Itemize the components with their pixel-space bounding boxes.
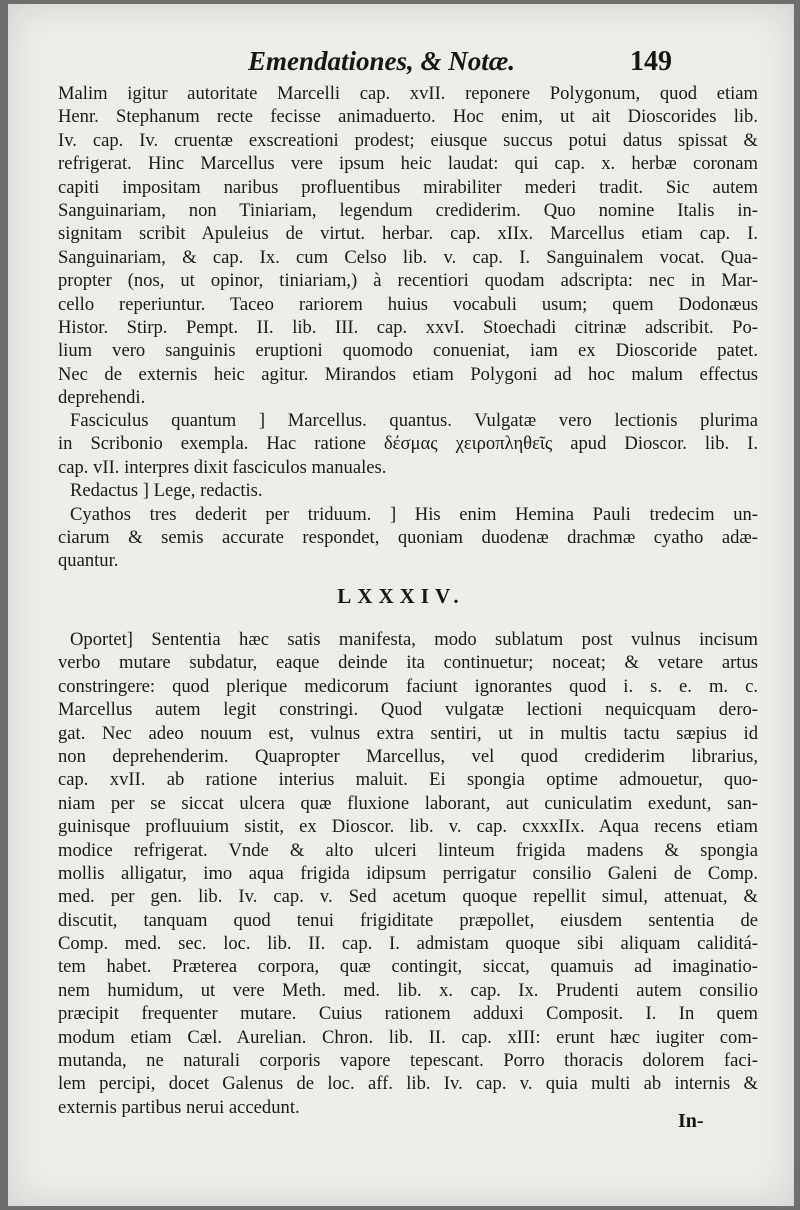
text-line: Redactus ] Lege, redactis. [70, 480, 263, 502]
book-page [8, 4, 794, 1206]
text-line: constringere: quod plerique medicorum faciunt ignorantes quod i. s. e. m. c. [58, 675, 758, 697]
text-line: verbo mutare subdatur, eaque deinde ita continuetur; noceat; & vetare artus [58, 652, 758, 674]
text-line: Histor. Stirp. Pempt. II. lib. III. cap. xxvI. Stoechadi citrinæ adscribit. Po- [58, 316, 758, 338]
text-line: propter (nos, ut opinor, tiniariam,) à recentiori quodam adscripta: nec in Mar- [58, 270, 758, 292]
text-line: cap. xvII. ab ratione interius maluit. Ei spongia optime admouetur, quo- [58, 769, 758, 791]
text-line: Henr. Stephanum recte fecisse animaduerto. Hoc enim, ut ait Dioscorides lib. [58, 106, 758, 128]
running-title: Emendationes, & Notæ. [248, 46, 516, 76]
text-line: Malim igitur autoritate Marcelli cap. xvII. reponere Polygonum, quod etiam [58, 83, 758, 104]
text-line: deprehendi. [58, 387, 146, 409]
text-line: niam per se siccat ulcera quæ fluxione laborant, aut cuniculatim exedunt, san- [58, 792, 758, 814]
text-line: Comp. med. sec. loc. lib. II. cap. I. admistam quoque sibi aliquam caliditá- [58, 933, 758, 955]
text-line: Oportet] Sententia hæc satis manifesta, modo sublatum post vulnus incisum [70, 629, 758, 650]
text-line: in Scribonio exempla. Hac ratione δέσμας χειροπληθεῖς apud Dioscor. lib. I. [58, 433, 758, 455]
text-line: ciarum & semis accurate respondet, quoniam duodenæ drachmæ cyatho adæ- [58, 526, 758, 548]
text-line: Iv. cap. Iv. cruentæ exscreationi prodest; eiusque succus potui datus spissat & [58, 129, 758, 151]
text-line: Marcellus autem legit constringi. Quod vulgatæ lectioni nequicquam dero- [58, 699, 758, 721]
text-line: cap. vII. interpres dixit fasciculos manuales. [58, 456, 387, 478]
text-line: mollis alligatur, imo aqua frigida idipsum perrigatur consilio Galeni de Comp. [58, 862, 758, 884]
running-head [8, 46, 794, 86]
text-line: modum etiam Cæl. Aurelian. Chron. lib. II. cap. xIII: erunt hæc iugiter com- [58, 1026, 758, 1048]
text-line: non deprehenderim. Quapropter Marcellus, vel quod crediderim librarius, [58, 745, 758, 767]
text-line: lem percipi, docet Galenus de loc. aff. lib. Iv. cap. v. quia multi ab internis & [58, 1073, 758, 1095]
text-line: Sanguinariam, non Tiniariam, legendum crediderim. Quo nomine Italis in- [58, 199, 758, 221]
text-line: Fasciculus quantum ] Marcellus. quantus. Vulgatæ vero lectionis plurima [70, 410, 758, 431]
text-line: tem habet. Præterea corpora, quæ contingit, siccat, quamuis ad imaginatio- [58, 956, 758, 978]
text-line: externis partibus nerui accedunt. [58, 1096, 300, 1118]
text-line: guinisque profluuium sistit, ex Dioscor. lib. v. cap. cxxxIIx. Aqua recens etiam [58, 816, 758, 838]
text-line: quantur. [58, 550, 119, 572]
text-line: discutit, tanquam quod tenui frigiditate præpollet, eiusdem sententia de [58, 909, 758, 931]
paragraph-block-2 [58, 409, 758, 573]
text-line: Sanguinariam, & cap. Ix. cum Celso lib. v. cap. I. Sanguinalem vocat. Qua- [58, 246, 758, 268]
text-line: refrigerat. Hinc Marcellus vere ipsum heic laudat: qui cap. x. herbæ coronam [58, 153, 758, 175]
paragraph-block-1 [58, 82, 758, 409]
text-line: lium vero sanguinis eruptioni quomodo conueniat, iam ex Dioscoride patet. [58, 340, 758, 362]
section-heading: LXXXIV. [337, 584, 465, 608]
text-line: signitam scribit Apuleius de virtut. herbar. cap. xIIx. Marcellus etiam cap. I. [58, 223, 758, 245]
text-line: Cyathos tres dederit per triduum. ] His enim Hemina Pauli tredecim un- [70, 503, 758, 525]
page-number: 149 [630, 46, 672, 77]
paragraph-block-3 [58, 628, 758, 1119]
catchword: In- [678, 1110, 704, 1132]
text-line: modice refrigerat. Vnde & alto ulceri linteum frigida madens & spongia [58, 839, 758, 861]
text-line: gat. Nec adeo nouum est, vulnus extra sentiri, ut in multis tactu sæpius id [58, 722, 758, 744]
text-line: capiti impositam naribus profluentibus mirabiliter mederi tradit. Sic autem [58, 176, 758, 198]
text-line: Nec de externis heic agitur. Mirandos etiam Polygoni ad hoc malum effectus [58, 363, 758, 385]
text-line: mutanda, ne naturali corporis vapore tepescant. Porro thoracis dolorem faci- [58, 1050, 758, 1072]
text-line: nem humidum, ut vere Meth. med. lib. x. cap. Ix. Prudenti autem consilio [58, 979, 758, 1001]
text-line: med. per gen. lib. Iv. cap. v. Sed acetum quoque repellit simul, attenuat, & [58, 886, 758, 908]
text-line: præcipit frequenter mutare. Cuius rationem adduxi Composit. I. In quem [58, 1003, 758, 1025]
text-line: cello reperiuntur. Taceo rariorem huius vocabuli usum; quem Dodonæus [58, 293, 758, 315]
